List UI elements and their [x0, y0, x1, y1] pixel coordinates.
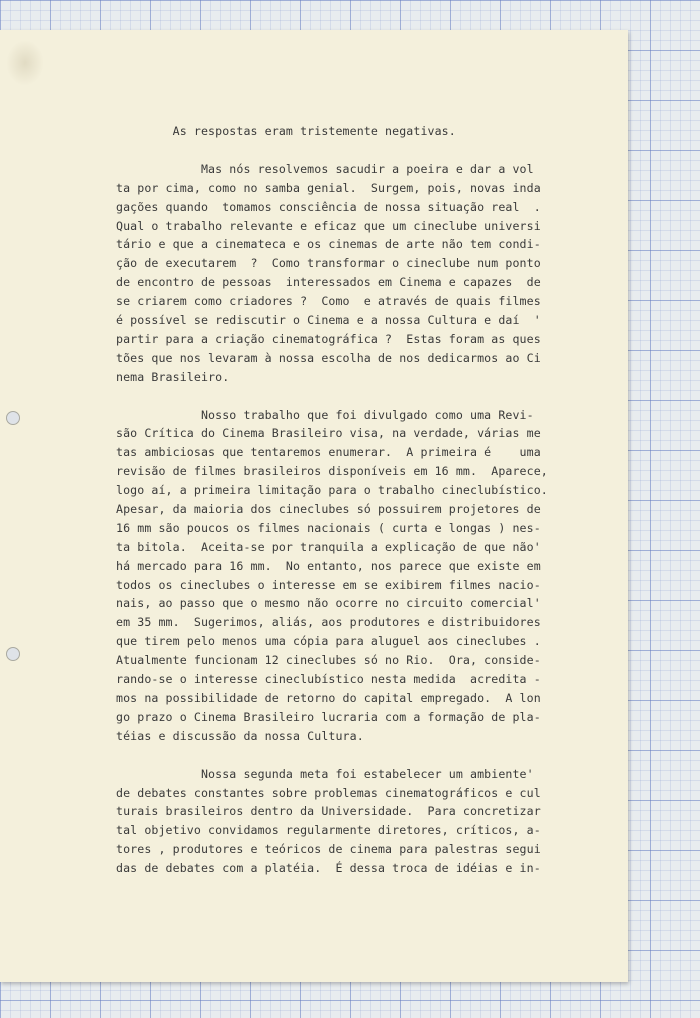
- text-line: rando-se o interesse cineclubístico nesta medida acredita -: [116, 672, 541, 687]
- paragraph: [116, 160, 586, 387]
- text-line: ta bitola. Aceita-se por tranquila a explicação de que não': [116, 539, 541, 554]
- text-line: ta por cima, como no samba genial. Surgem, pois, novas inda: [116, 180, 541, 195]
- text-line: Mas nós resolvemos sacudir a poeira e dar a vol: [116, 161, 534, 176]
- paragraph: [116, 765, 586, 878]
- paragraph-gap: [116, 141, 586, 160]
- text-line: de encontro de pessoas interessados em Cinema e capazes de: [116, 275, 541, 290]
- text-line: tário e que a cinemateca e os cinemas de arte não tem condi-: [116, 237, 541, 252]
- text-line: todos os cineclubes o interesse em se exibirem filmes nacio-: [116, 577, 541, 592]
- text-line: téias e discussão da nossa Cultura.: [116, 728, 364, 743]
- text-line: nais, ao passo que o mesmo não ocorre no circuito comercial': [116, 596, 541, 611]
- text-line: mos na possibilidade de retorno do capital empregado. A lon: [116, 690, 541, 705]
- text-line: tões que nos levaram à nossa escolha de nos dedicarmos ao Ci: [116, 350, 541, 365]
- text-line: go prazo o Cinema Brasileiro lucraria com a formação de pla-: [116, 709, 541, 724]
- text-line: Nossa segunda meta foi estabelecer um ambiente': [116, 766, 534, 781]
- text-line: tas ambiciosas que tentaremos enumerar. A primeira é uma: [116, 445, 541, 460]
- text-line: Apesar, da maioria dos cineclubes só possuirem projetores de: [116, 502, 541, 517]
- text-line: é possível se rediscutir o Cinema e a nossa Cultura e daí ': [116, 313, 541, 328]
- paper-smudge: [6, 40, 44, 86]
- text-line: nema Brasileiro.: [116, 369, 230, 384]
- text-line: tal objetivo convidamos regularmente diretores, críticos, a-: [116, 823, 541, 838]
- text-line: são Crítica do Cinema Brasileiro visa, na verdade, várias me: [116, 426, 541, 441]
- punch-hole: [6, 411, 20, 425]
- text-line: que tirem pelo menos uma cópia para aluguel aos cineclubes .: [116, 634, 541, 649]
- text-line: Nosso trabalho que foi divulgado como uma Revi-: [116, 407, 534, 422]
- paragraph: [116, 406, 586, 746]
- text-line: As respostas eram tristemente negativas.: [116, 124, 456, 138]
- text-line: ção de executarem ? Como transformar o cineclube num ponto: [116, 256, 541, 271]
- text-line: 16 mm são poucos os filmes nacionais ( curta e longas ) nes-: [116, 520, 541, 535]
- text-line: Atualmente funcionam 12 cineclubes só no Rio. Ora, conside-: [116, 653, 541, 668]
- text-line: logo aí, a primeira limitação para o trabalho cineclubístico.: [116, 483, 548, 498]
- text-line: de debates constantes sobre problemas cinematográficos e cul: [116, 785, 541, 800]
- text-line: turais brasileiros dentro da Universidade. Para concretizar: [116, 804, 541, 819]
- text-line: revisão de filmes brasileiros disponíveis em 16 mm. Aparece,: [116, 464, 548, 479]
- text-line: se criarem como criadores ? Como e através de quais filmes: [116, 294, 541, 309]
- text-line: em 35 mm. Sugerimos, aliás, aos produtores e distribuidores: [116, 615, 541, 630]
- text-line: gações quando tomamos consciência de nossa situação real .: [116, 199, 541, 214]
- paragraph: [116, 122, 586, 141]
- paragraph-gap: [116, 387, 586, 406]
- paragraph-gap: [116, 746, 586, 765]
- punch-hole: [6, 647, 20, 661]
- text-line: Qual o trabalho relevante e eficaz que um cineclube universi: [116, 218, 541, 233]
- text-line: tores , produtores e teóricos de cinema para palestras segui: [116, 842, 541, 857]
- text-line: das de debates com a platéia. É dessa troca de idéias e in-: [116, 861, 541, 876]
- typed-text-body: [116, 122, 586, 878]
- text-line: partir para a criação cinematográfica ? Estas foram as ques: [116, 331, 541, 346]
- text-line: há mercado para 16 mm. No entanto, nos parece que existe em: [116, 558, 541, 573]
